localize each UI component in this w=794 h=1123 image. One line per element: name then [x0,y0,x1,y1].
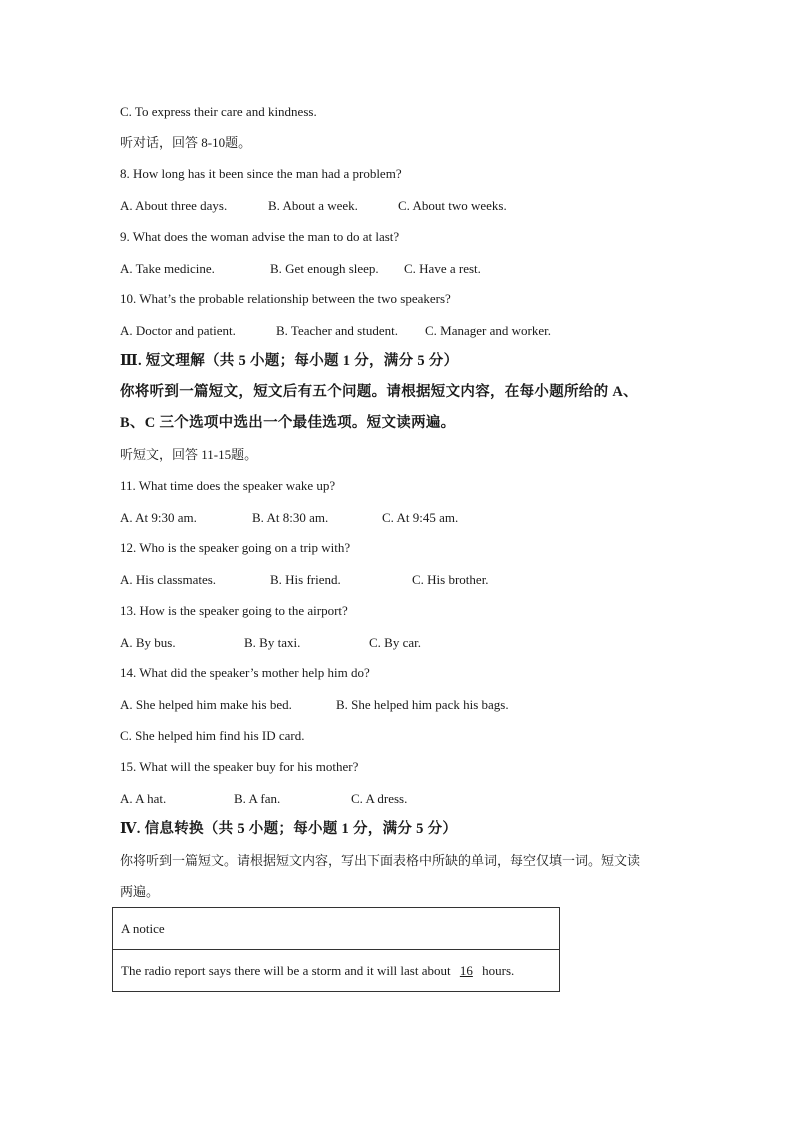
question-15: 15. What will the speaker buy for his mother? [120,759,359,774]
q10-option-b[interactable]: B. Teacher and student. [276,323,398,338]
q9-option-b[interactable]: B. Get enough sleep. [270,261,379,276]
q7-option-c: C. To express their care and kindness. [120,104,317,119]
q12-option-a[interactable]: A. His classmates. [120,572,217,587]
q8-option-b[interactable]: B. About a week. [268,198,358,213]
q14-option-b[interactable]: B. She helped him pack his bags. [336,697,509,712]
q15-option-a[interactable]: A. A hat. [120,791,167,806]
question-10: 10. What’s the probable relationship between the two speakers? [120,291,451,306]
question-14: 14. What did the speaker’s mother help him do? [120,665,370,680]
q9-option-a[interactable]: A. Take medicine. [120,261,215,276]
q11-option-b[interactable]: B. At 8:30 am. [252,510,329,525]
q12-option-b[interactable]: B. His friend. [270,572,341,587]
q10-option-c[interactable]: C. Manager and worker. [425,323,551,338]
q10-option-a[interactable]: A. Doctor and patient. [120,323,236,338]
q11-option-a[interactable]: A. At 9:30 am. [120,510,197,525]
q11-option-c[interactable]: C. At 9:45 am. [382,510,459,525]
answer-blank-16[interactable]: 16 [459,962,473,978]
question-13: 13. How is the speaker going to the airport? [120,603,348,618]
question-9: 9. What does the woman advise the man to do at last? [120,229,400,244]
q13-option-c[interactable]: C. By car. [369,635,421,650]
question-10-options [120,323,680,339]
notice-table [112,907,560,992]
question-15-options [120,791,680,807]
notice-header-cell: A notice [113,908,560,950]
question-13-options [120,635,680,651]
q13-option-b[interactable]: B. By taxi. [244,635,301,650]
q12-option-c[interactable]: C. His brother. [412,572,489,587]
table-row [113,950,560,992]
question-11: 11. What time does the speaker wake up? [120,478,336,493]
section-3-title: Ⅲ. 短文理解（共 5 小题；每小题 1 分，满分 5 分） [120,353,459,369]
question-11-options [120,510,680,526]
q14-option-c[interactable]: C. She helped him find his ID card. [120,728,305,743]
q15-option-b[interactable]: B. A fan. [234,791,281,806]
q15-option-c[interactable]: C. A dress. [351,791,408,806]
question-8: 8. How long has it been since the man had a problem? [120,166,402,181]
q14-option-a[interactable]: A. She helped him make his bed. [120,697,292,712]
dialogue-instruction-8-10: 听对话，回答 8-10题。 [120,135,252,150]
section-4-instruction-line-1: 你将听到一篇短文。请根据短文内容，写出下面表格中所缺的单词，每空仅填一词。短文读 [120,853,641,868]
notice-body-cell [113,950,560,992]
q9-option-c[interactable]: C. Have a rest. [404,261,481,276]
section-3-instruction-line-1: 你将听到一篇短文，短文后有五个问题。请根据短文内容，在每小题所给的 A、 [120,384,638,400]
question-12: 12. Who is the speaker going on a trip with? [120,540,351,555]
table-row [113,908,560,950]
section-3-instruction-line-2: B、C 三个选项中选出一个最佳选项。短文读两遍。 [120,415,456,431]
q8-option-c[interactable]: C. About two weeks. [398,198,507,213]
question-9-options [120,261,680,277]
q8-option-a[interactable]: A. About three days. [120,198,228,213]
question-8-options [120,198,680,214]
question-12-options [120,572,680,588]
q13-option-a[interactable]: A. By bus. [120,635,176,650]
notice-text-end: hours. [482,962,515,978]
notice-text: The radio report says there will be a storm and it will last about [121,962,451,978]
question-14-options [120,697,680,713]
section-4-title: Ⅳ. 信息转换（共 5 小题；每小题 1 分，满分 5 分） [120,821,458,837]
passage-instruction-11-15: 听短文，回答 11-15题。 [120,447,258,462]
section-4-instruction-line-2: 两遍。 [120,884,160,899]
